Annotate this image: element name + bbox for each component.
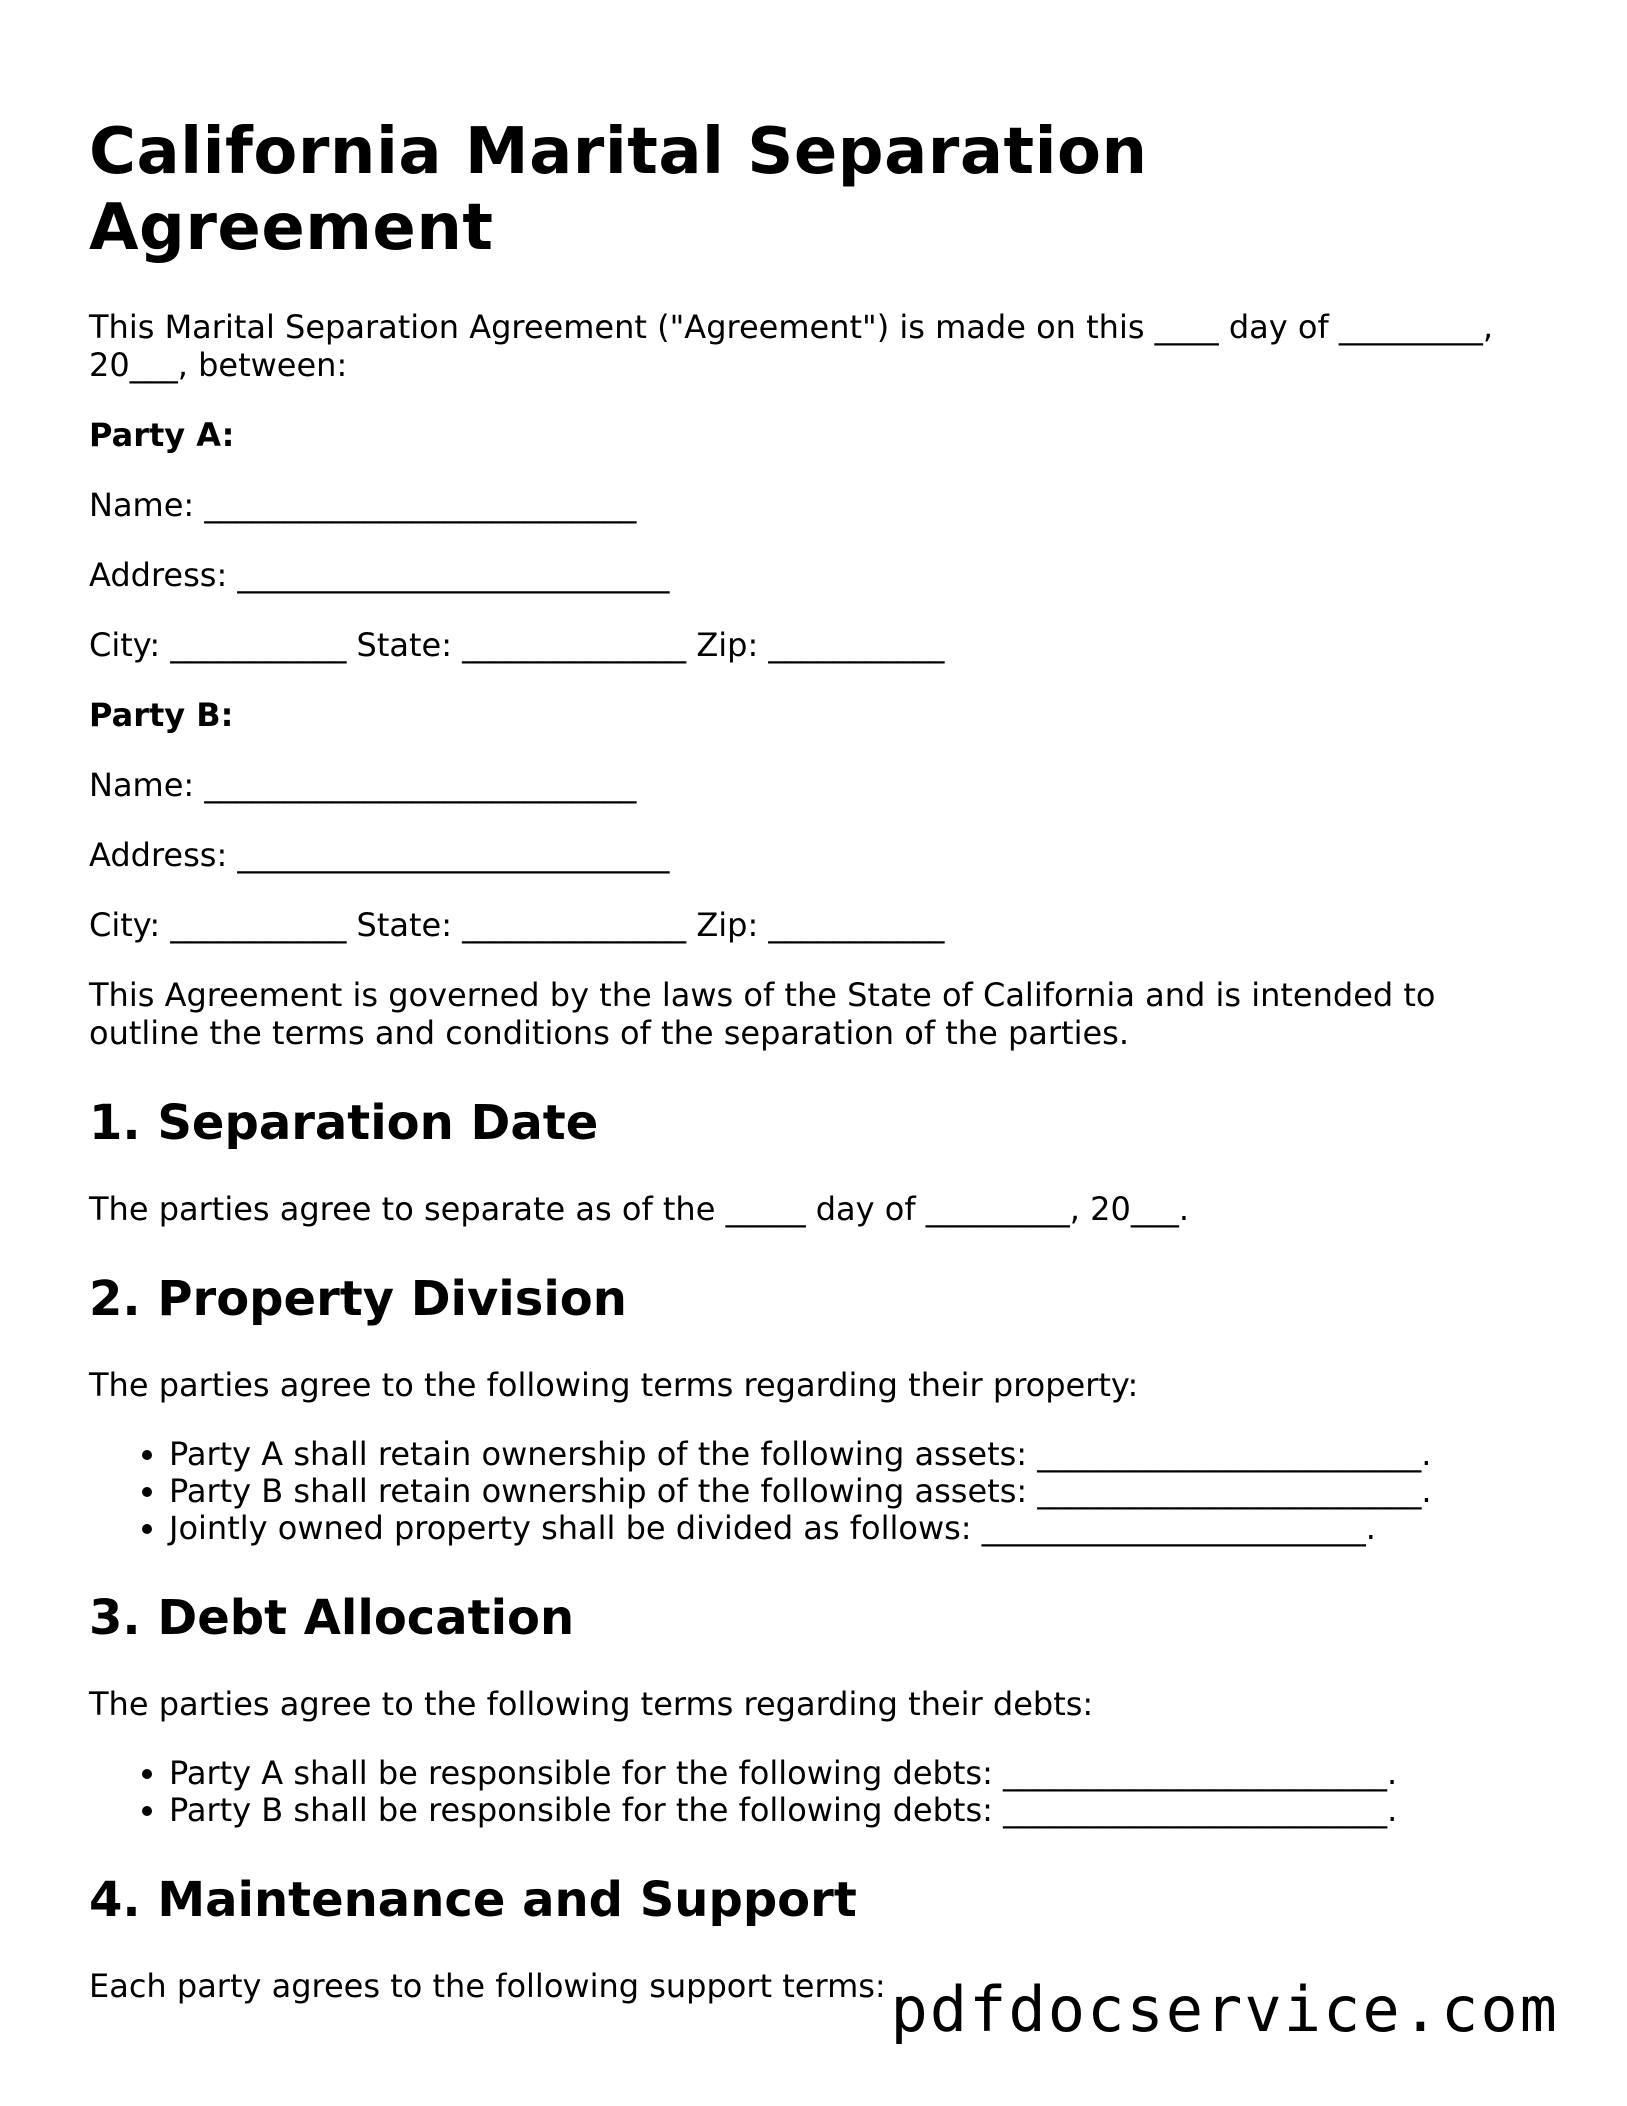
debt-allocation-list — [89, 1755, 1509, 1829]
party-b-label: Party B: — [89, 696, 234, 734]
document-page — [89, 100, 1509, 2037]
property-division-list — [89, 1436, 1509, 1547]
list-item: • Jointly owned property shall be divided as follows: ________________________. — [169, 1510, 1509, 1547]
section-heading-separation-date: 1. Separation Date — [89, 1095, 599, 1151]
section-heading-debt-allocation: 3. Debt Allocation — [89, 1590, 575, 1646]
section-heading-property-division: 2. Property Division — [89, 1271, 627, 1327]
section-text-separation-date: The parties agree to separate as of the _____ day of _________, 20___. — [89, 1190, 1190, 1228]
party-b-city-state-zip-field: City: ___________ State: ______________ Zip: ___________ — [89, 906, 945, 944]
governing-law-paragraph: This Agreement is governed by the laws of the State of California and is intended to outline the terms and conditions of the separation of the parties. — [89, 976, 1436, 1052]
section-text-property-division: The parties agree to the following terms regarding their property: — [89, 1366, 1139, 1404]
party-b-address-field: Address: ___________________________ — [89, 836, 670, 874]
party-a-label: Party A: — [89, 416, 235, 454]
intro-paragraph: This Marital Separation Agreement ("Agreement") is made on this ____ day of _________, 20___, between: — [89, 308, 1494, 384]
party-a-address-field: Address: ___________________________ — [89, 556, 670, 594]
document-title: California Marital Separation Agreement — [89, 115, 1148, 265]
section-heading-maintenance-support: 4. Maintenance and Support — [89, 1872, 857, 1928]
section-text-debt-allocation: The parties agree to the following terms regarding their debts: — [89, 1685, 1094, 1723]
party-a-city-state-zip-field: City: ___________ State: ______________ Zip: ___________ — [89, 626, 945, 664]
list-item: • Party A shall retain ownership of the following assets: ________________________. — [169, 1436, 1509, 1473]
party-a-name-field: Name: ___________________________ — [89, 486, 637, 524]
section-text-maintenance-support: Each party agrees to the following support terms: — [89, 1967, 886, 2005]
list-item: • Party B shall be responsible for the following debts: ________________________. — [169, 1792, 1509, 1829]
list-item: • Party B shall retain ownership of the following assets: ________________________. — [169, 1473, 1509, 1510]
watermark: pdfdocservice.com — [890, 1973, 1559, 2046]
list-item: • Party A shall be responsible for the following debts: ________________________. — [169, 1755, 1509, 1792]
party-b-name-field: Name: ___________________________ — [89, 766, 637, 804]
